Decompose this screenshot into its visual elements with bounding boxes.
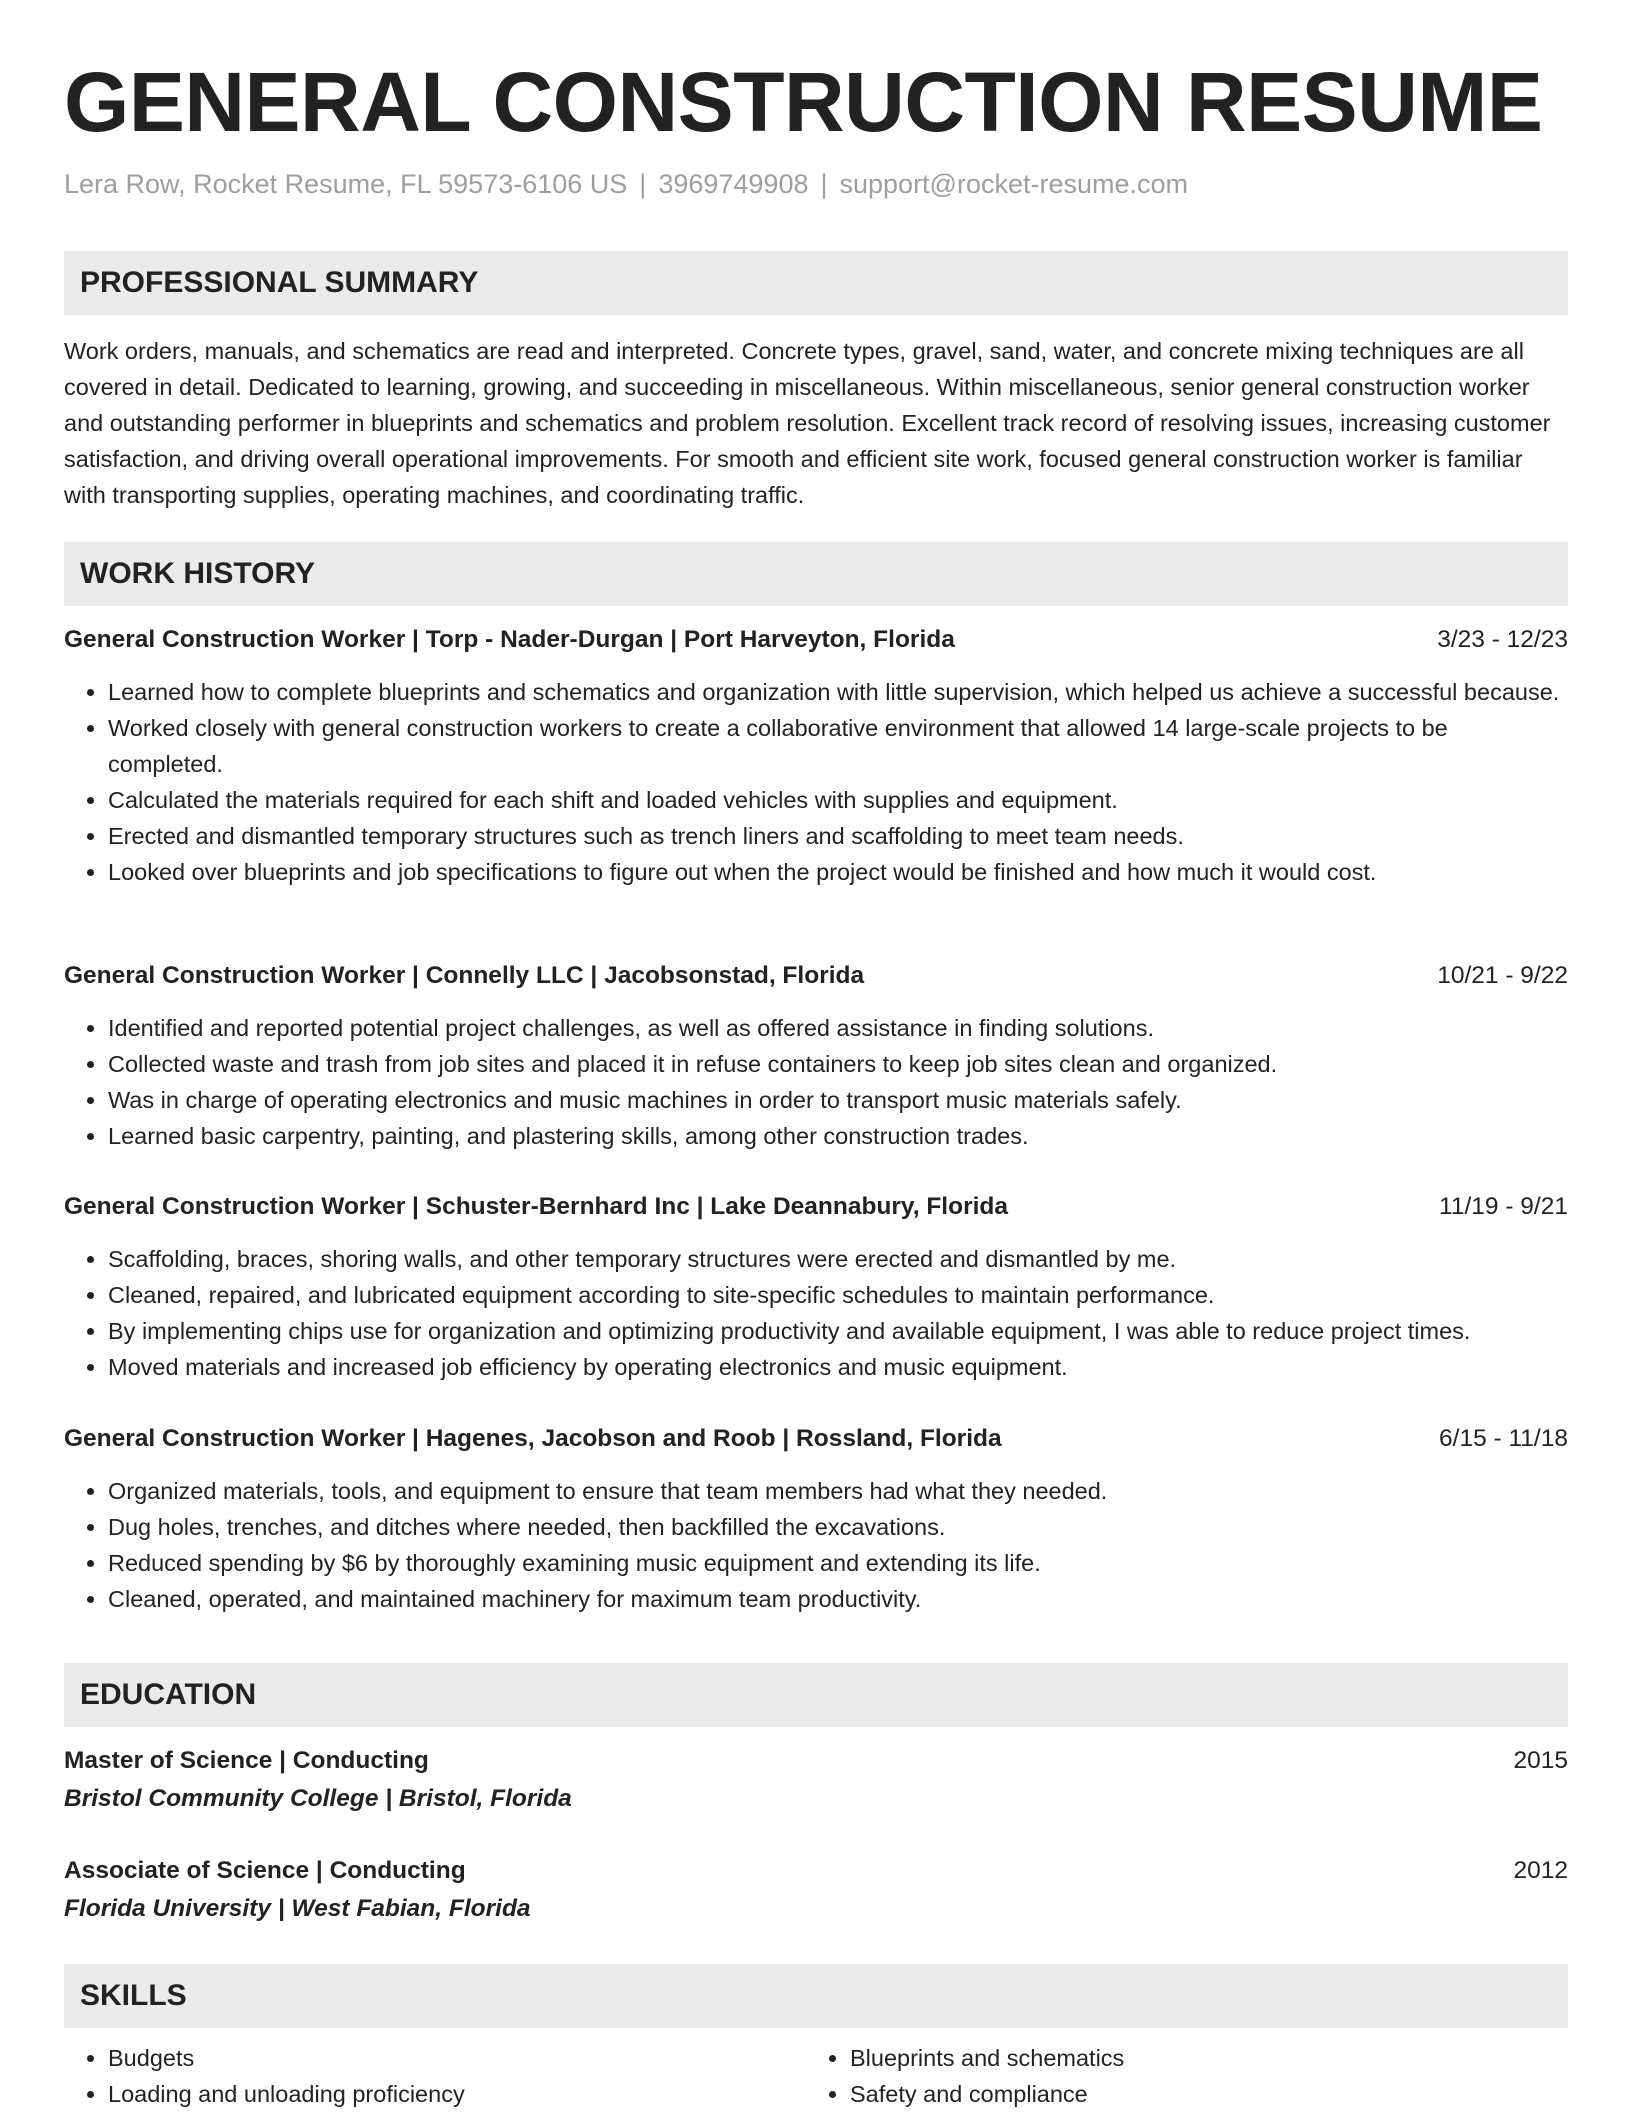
skill-item: • Budgets [108, 2040, 764, 2076]
education-school: Bristol Community College | Bristol, Florida [64, 1785, 572, 1812]
job-bullet: • Identified and reported potential project challenges, as well as offered assistance in finding solutions. [108, 1010, 1568, 1046]
job-bullet: • Learned how to complete blueprints and schematics and organization with little supervision, which helped us achieve a successful because. [108, 674, 1568, 710]
contact-email: support@rocket-resume.com [839, 169, 1189, 199]
skills-column-left [64, 2040, 764, 2112]
skill-item: • Loading and unloading proficiency [108, 2076, 764, 2112]
job-bullet: • Worked closely with general construction workers to create a collaborative environment that allowed 14 large-scale projects to be completed. [108, 710, 1568, 782]
job-entry [64, 1421, 1568, 1617]
education-section-header [64, 1663, 1568, 1727]
job-bullet: • Learned basic carpentry, painting, and plastering skills, among other construction trades. [108, 1118, 1568, 1154]
job-bullet: • By implementing chips use for organization and optimizing productivity and available equipment, I was able to reduce project times. [108, 1313, 1568, 1349]
education-entry [64, 1853, 1568, 1927]
job-title: General Construction Worker | Torp - Nader-Durgan | Port Harveyton, Florida [64, 626, 955, 653]
skill-item: • Blueprints and schematics [850, 2040, 1506, 2076]
job-dates: 6/15 - 11/18 [1439, 1425, 1568, 1452]
skill-item: • Safety and compliance [850, 2076, 1506, 2112]
job-bullet: • Collected waste and trash from job sites and placed it in refuse containers to keep job sites clean and organized. [108, 1046, 1568, 1082]
job-bullet: • Cleaned, repaired, and lubricated equipment according to site-specific schedules to maintain performance. [108, 1277, 1568, 1313]
job-bullet-list [64, 1010, 1568, 1154]
summary-heading: PROFESSIONAL SUMMARY [80, 266, 479, 299]
job-bullet: • Was in charge of operating electronics and music machines in order to transport music materials safely. [108, 1082, 1568, 1118]
job-entry [64, 1189, 1568, 1385]
job-bullet: • Moved materials and increased job efficiency by operating electronics and music equipment. [108, 1349, 1568, 1385]
education-degree: Associate of Science | Conducting [64, 1857, 466, 1884]
job-bullet: • Cleaned, operated, and maintained machinery for maximum team productivity. [108, 1581, 1568, 1617]
skills-list [806, 2040, 1506, 2112]
job-entry [64, 622, 1568, 890]
contact-separator: | [820, 169, 828, 199]
job-dates: 11/19 - 9/21 [1439, 1193, 1568, 1220]
skills-column-right [806, 2040, 1506, 2112]
job-bullet: • Calculated the materials required for each shift and loaded vehicles with supplies and equipment. [108, 782, 1568, 818]
education-entry [64, 1743, 1568, 1817]
job-dates: 10/21 - 9/22 [1437, 962, 1568, 989]
job-entry [64, 958, 1568, 1154]
education-year: 2012 [1513, 1857, 1568, 1884]
education-school: Florida University | West Fabian, Florida [64, 1895, 531, 1922]
summary-section-header [64, 251, 1568, 315]
job-bullet: • Looked over blueprints and job specifications to figure out when the project would be finished and how much it would cost. [108, 854, 1568, 890]
job-bullet: • Erected and dismantled temporary structures such as trench liners and scaffolding to meet team needs. [108, 818, 1568, 854]
work-section-header [64, 542, 1568, 606]
job-dates: 3/23 - 12/23 [1437, 626, 1568, 653]
job-header [64, 958, 1568, 994]
job-header [64, 622, 1568, 658]
resume-title: GENERAL CONSTRUCTION RESUME [64, 55, 1543, 149]
job-bullet: • Dug holes, trenches, and ditches where needed, then backfilled the excavations. [108, 1509, 1568, 1545]
job-header [64, 1421, 1568, 1457]
job-title: General Construction Worker | Schuster-Bernhard Inc | Lake Deannabury, Florida [64, 1193, 1009, 1220]
education-degree: Master of Science | Conducting [64, 1747, 429, 1774]
skills-list [64, 2040, 764, 2112]
contact-separator: | [639, 169, 647, 199]
skills-heading: SKILLS [80, 1979, 187, 2012]
job-bullet: • Reduced spending by $6 by thoroughly examining music equipment and extending its life. [108, 1545, 1568, 1581]
contact-address: Lera Row, Rocket Resume, FL 59573-6106 US [64, 169, 628, 199]
education-heading: EDUCATION [80, 1678, 257, 1711]
job-bullet-list [64, 1473, 1568, 1617]
job-bullet-list [64, 1241, 1568, 1385]
job-bullet: • Organized materials, tools, and equipment to ensure that team members had what they needed. [108, 1473, 1568, 1509]
contact-phone: 3969749908 [658, 169, 809, 199]
job-bullet: • Scaffolding, braces, shoring walls, and other temporary structures were erected and dismantled by me. [108, 1241, 1568, 1277]
skills-section-header [64, 1964, 1568, 2028]
job-bullet-list [64, 674, 1568, 890]
job-header [64, 1189, 1568, 1225]
education-year: 2015 [1513, 1747, 1568, 1774]
work-heading: WORK HISTORY [80, 557, 316, 590]
job-title: General Construction Worker | Connelly LLC | Jacobsonstad, Florida [64, 962, 865, 989]
job-title: General Construction Worker | Hagenes, Jacobson and Roob | Rossland, Florida [64, 1425, 1002, 1452]
summary-text: Work orders, manuals, and schematics are read and interpreted. Concrete types, gravel, sand, water, and concrete mixing techniques are all covered in detail. Dedicated to learning, growing, and succeeding in miscellaneous. Within miscellaneous, senior general construction worker and outstanding performer in blueprints and schematics and problem resolution. Excellent track record of resolving issues, increasing customer satisfaction, and driving overall operational improvements. For smooth and efficient site work, focused general construction worker is familiar with transporting supplies, operating machines, and coordinating traffic. [64, 338, 1551, 508]
contact-line [64, 166, 1188, 202]
